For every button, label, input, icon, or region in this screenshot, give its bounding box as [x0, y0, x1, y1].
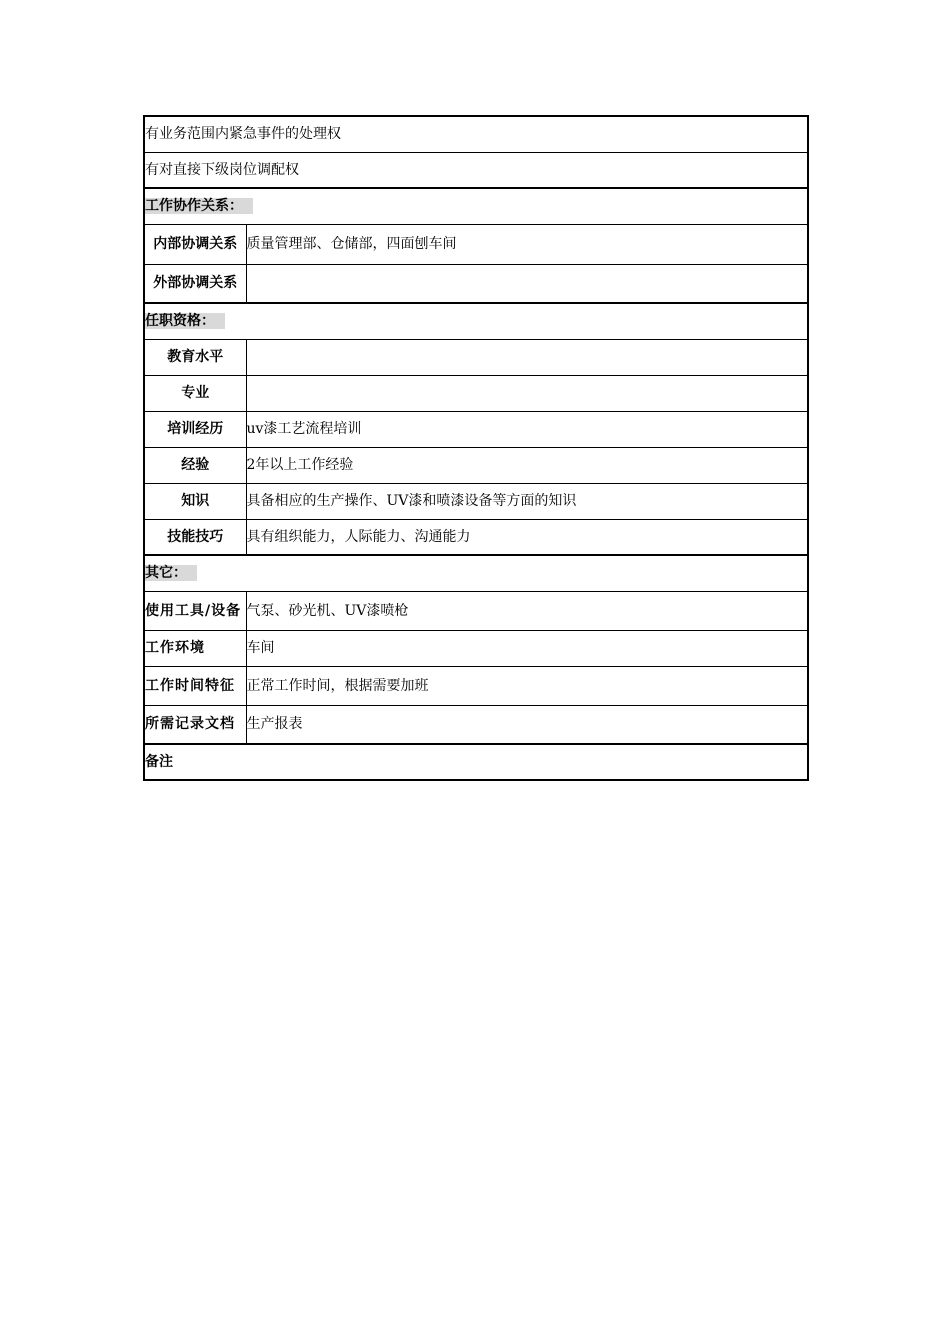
other-row-records — [144, 705, 808, 744]
experience-value: 2年以上工作经验 — [246, 447, 808, 483]
collaboration-heading: 工作协作关系： — [145, 198, 253, 214]
qualification-row-major — [144, 375, 808, 411]
other-row-tools — [144, 591, 808, 630]
skills-value: 具有组织能力，人际能力、沟通能力 — [246, 519, 808, 555]
remarks-heading: 备注 — [144, 744, 808, 780]
training-value: uv漆工艺流程培训 — [246, 411, 808, 447]
qualification-row-education — [144, 339, 808, 375]
qualification-row-skills — [144, 519, 808, 555]
tools-value: 气泵、砂光机、UV漆喷枪 — [246, 591, 808, 630]
other-row-work-time — [144, 666, 808, 705]
training-label: 培训经历 — [144, 411, 246, 447]
right-emergency-handling: 有业务范围内紧急事件的处理权 — [144, 116, 808, 152]
records-value: 生产报表 — [246, 705, 808, 744]
major-label: 专业 — [144, 375, 246, 411]
internal-coordination-label: 内部协调关系 — [153, 236, 238, 252]
other-heading: 其它： — [145, 565, 197, 581]
experience-label: 经验 — [144, 447, 246, 483]
work-time-label: 工作时间特征 — [144, 666, 246, 705]
records-label: 所需记录文档 — [144, 705, 246, 744]
work-time-value: 正常工作时间，根据需要加班 — [246, 666, 808, 705]
environment-value: 车间 — [246, 630, 808, 666]
rights-row — [144, 152, 808, 188]
collaboration-row-external — [144, 264, 808, 303]
job-description-table — [143, 115, 809, 781]
qualification-row-knowledge — [144, 483, 808, 519]
education-label: 教育水平 — [144, 339, 246, 375]
collaboration-heading-row — [144, 188, 808, 224]
remarks-row — [144, 744, 808, 780]
right-staff-allocation: 有对直接下级岗位调配权 — [144, 152, 808, 188]
qualification-row-training — [144, 411, 808, 447]
tools-label: 使用工具/设备 — [144, 591, 246, 630]
collaboration-row-internal — [144, 224, 808, 264]
major-value — [246, 375, 808, 411]
environment-label: 工作环境 — [144, 630, 246, 666]
education-value — [246, 339, 808, 375]
other-row-environment — [144, 630, 808, 666]
qualification-row-experience — [144, 447, 808, 483]
other-heading-row — [144, 555, 808, 591]
knowledge-value: 具备相应的生产操作、UV漆和喷漆设备等方面的知识 — [246, 483, 808, 519]
external-coordination-value — [246, 264, 808, 303]
rights-row — [144, 116, 808, 152]
external-coordination-label: 外部协调关系 — [153, 275, 238, 292]
knowledge-label: 知识 — [144, 483, 246, 519]
skills-label: 技能技巧 — [144, 519, 246, 555]
qualifications-heading-row — [144, 303, 808, 339]
internal-coordination-value: 质量管理部、仓储部，四面刨车间 — [246, 224, 808, 264]
qualifications-heading: 任职资格： — [145, 313, 225, 329]
